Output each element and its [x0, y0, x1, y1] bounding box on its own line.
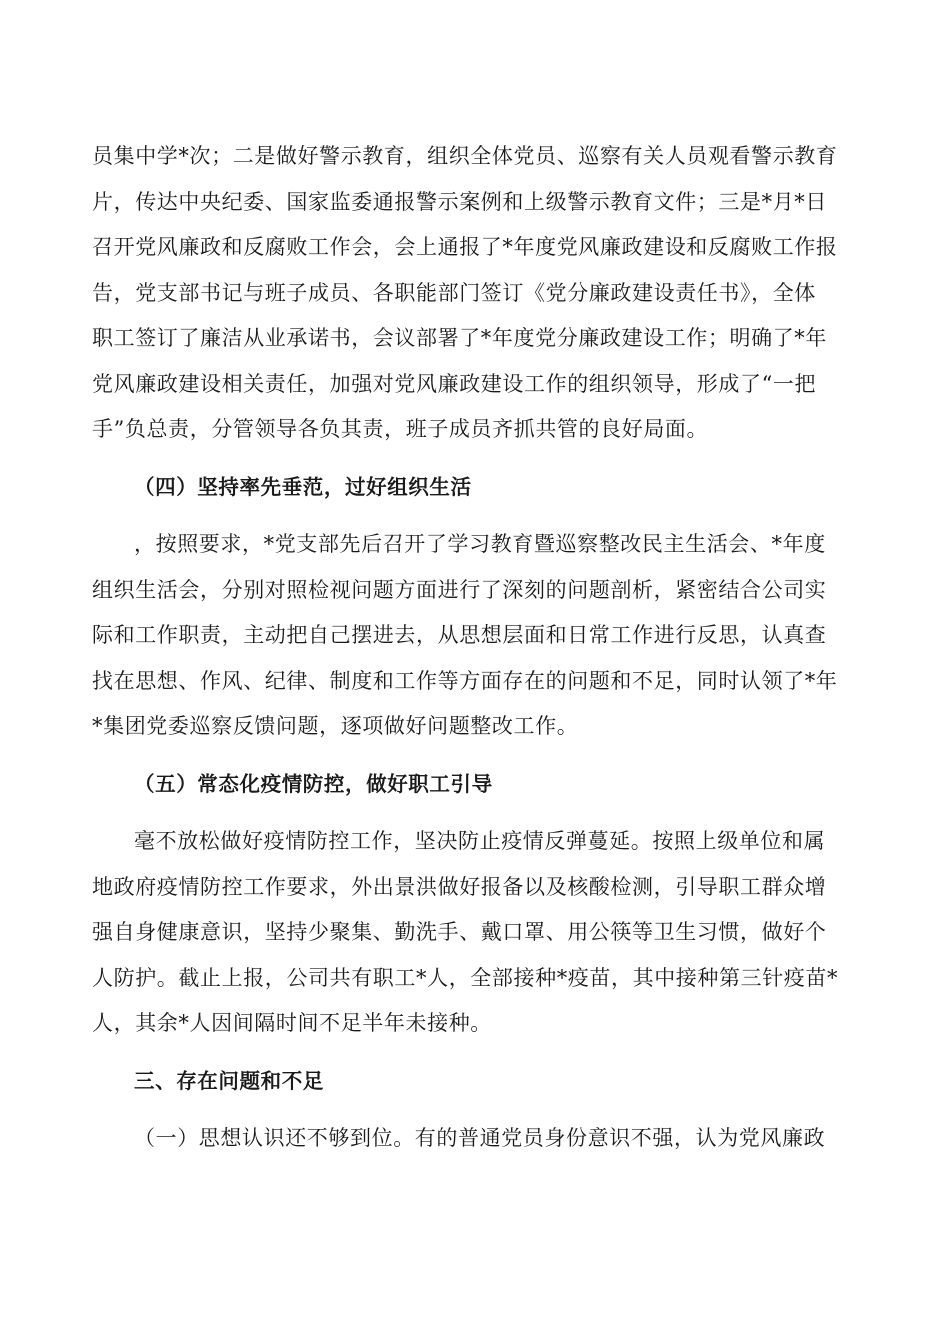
text-line: （一）思想认识还不够到位。有的普通党员身份意识不强，认为党风廉政	[134, 1126, 826, 1150]
paragraph-epidemic-control	[92, 819, 862, 1047]
text-line: 人防护。截止上报，公司共有职工*人，全部接种*疫苗，其中接种第三针疫苗*	[92, 965, 839, 990]
text-line: ，按照要求，*党支部先后召开了学习教育暨巡察整改民主生活会、*年度	[134, 532, 826, 556]
text-line: 职工签订了廉洁从业承诺书，会议部署了*年度党分廉政建设工作；明确了*年	[92, 326, 827, 350]
text-line: 人，其余*人因间隔时间不足半年未接种。	[92, 1011, 492, 1035]
document-body	[92, 134, 862, 1162]
text-line: 际和工作职责，主动把自己摆进去，从思想层面和日常工作进行反思，认真查	[92, 623, 827, 647]
section-heading-5: （五）常态化疫情防控，做好职工引导	[134, 771, 493, 796]
text-line: 组织生活会，分别对照检视问题方面进行了深刻的问题剖析，紧密结合公司实	[92, 577, 827, 602]
text-line: 强自身健康意识，坚持少聚集、勤洗手、戴口罩、用公筷等卫生习惯，做好个	[92, 920, 827, 944]
text-line: 片，传达中央纪委、国家监委通报警示案例和上级警示教育文件；三是*月*日	[92, 189, 827, 214]
section-heading-3: 三、存在问题和不足	[134, 1068, 324, 1093]
text-line: 告，党支部书记与班子成员、各职能部门签订《党分廉政建设责任书》，全体	[92, 280, 816, 305]
text-line: 员集中学*次；二是做好警示教育，组织全体党员、巡察有关人员观看警示教育	[92, 144, 838, 168]
text-line: 党风廉政建设相关责任，加强对党风廉政建设工作的组织领导，形成了“一把	[92, 371, 817, 396]
text-line: 找在思想、作风、纪律、制度和工作等方面存在的问题和不足，同时认领了*年	[92, 668, 838, 693]
text-line: 地政府疫情防控工作要求，外出景洪做好报备以及核酸检测，引导职工群众增	[92, 874, 827, 899]
text-line: 手”负总责，分管领导各负其责，班子成员齐抓共管的良好局面。	[92, 417, 709, 441]
text-line: 毫不放松做好疫情防控工作，坚决防止疫情反弹蔓延。按照上级单位和属	[134, 829, 826, 853]
paragraph-discipline-education	[92, 134, 862, 453]
text-line: *集团党委巡察反馈问题，逐项做好问题整改工作。	[92, 714, 579, 738]
text-line: 召开党风廉政和反腐败工作会，会上通报了*年度党风廉政建设和反腐败工作报	[92, 235, 838, 259]
section-heading-4: （四）坚持率先垂范，过好组织生活	[134, 474, 472, 499]
paragraph-organization-life	[92, 522, 862, 568]
paragraph-problems	[92, 1116, 862, 1162]
